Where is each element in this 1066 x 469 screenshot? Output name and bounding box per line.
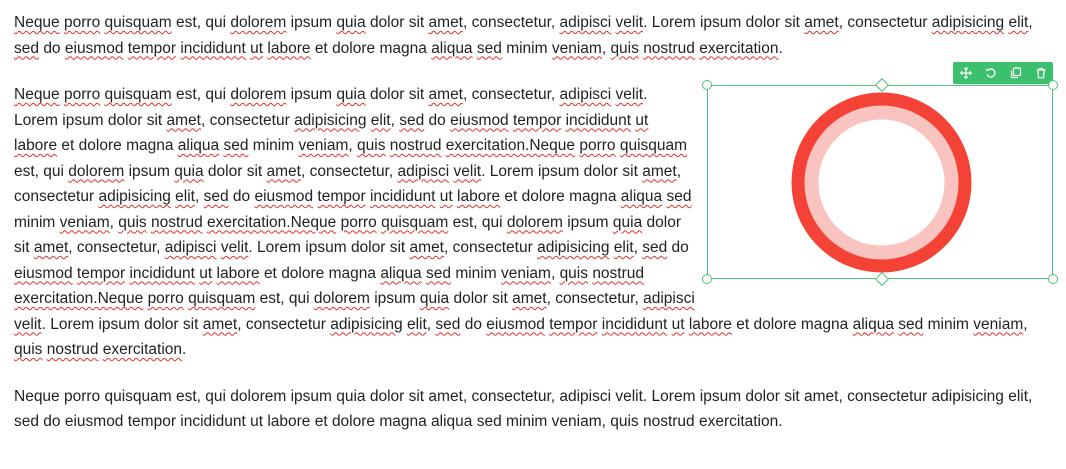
paragraph-2-wrapper bbox=[14, 82, 1054, 363]
paragraph-3[interactable]: Neque porro quisquam est, qui dolorem ipsum quia dolor sit amet, consectetur, adipisci velit. Lorem ipsum dolor sit amet, consectetur adipisicing elit, sed do eiusmod tempor incididunt ut labore et dolore magna aliqua sed minim veniam, quis nostrud exercitation. bbox=[14, 387, 1033, 430]
resize-handle-bottom-right[interactable] bbox=[1048, 274, 1058, 284]
move-button[interactable] bbox=[953, 62, 978, 84]
paragraph-2[interactable]: Neque porro quisquam est, qui dolorem ipsum quia dolor sit amet, consectetur, adipisci velit. Lorem ipsum dolor sit amet, consectetur adipisicing elit, sed do eiusmod tempor incididunt ut labore et dolore magna aliqua sed minim veniam, quis nostrud exercitation.Neque porro quisquam est, qui dolorem ipsum quia dolor sit amet, consectetur, adipisci velit. Lorem ipsum dolor sit amet, consectetur adipisicing elit, sed do eiusmod tempor incididunt ut labore et dolore magna aliqua sed minim veniam, quis nostrud exercitation.Neque porro quisquam est, qui dolorem ipsum quia dolor sit amet, consectetur, adipisci velit. Lorem ipsum dolor sit amet, consectetur adipisicing elit, sed do eiusmod tempor incididunt ut labore et dolore magna aliqua sed minim veniam, quis nostrud exercitation.Neque porro quisquam est, qui dolorem ipsum quia dolor sit amet, consectetur, adipisci velit. Lorem ipsum dolor sit amet, consectetur adipisicing elit, sed do eiusmod tempor incididunt ut labore et dolore magna aliqua sed minim veniam, quis nostrud exercitation. bbox=[14, 86, 1028, 358]
resize-handle-bottom-left[interactable] bbox=[702, 274, 712, 284]
move-icon bbox=[960, 67, 972, 79]
duplicate-icon bbox=[1010, 67, 1022, 79]
duplicate-button[interactable] bbox=[1003, 62, 1028, 84]
shape-toolbar bbox=[953, 62, 1053, 84]
paragraph-1[interactable]: Neque porro quisquam est, qui dolorem ipsum quia dolor sit amet, consectetur, adipisci velit. Lorem ipsum dolor sit amet, consectetur adipisicing elit, sed do eiusmod tempor incididunt ut labore et dolore magna aliqua sed minim veniam, quis nostrud exercitation. bbox=[14, 14, 1033, 57]
ring-inner-hole bbox=[819, 120, 945, 246]
rotate-button[interactable] bbox=[978, 62, 1003, 84]
resize-handle-top-right[interactable] bbox=[1048, 80, 1058, 90]
ring-shape[interactable] bbox=[708, 86, 1052, 278]
resize-handle-top-left[interactable] bbox=[702, 80, 712, 90]
document-body[interactable] bbox=[14, 10, 1054, 456]
trash-icon bbox=[1035, 67, 1047, 79]
rotate-icon bbox=[985, 67, 997, 79]
selected-shape-frame[interactable] bbox=[707, 85, 1053, 279]
